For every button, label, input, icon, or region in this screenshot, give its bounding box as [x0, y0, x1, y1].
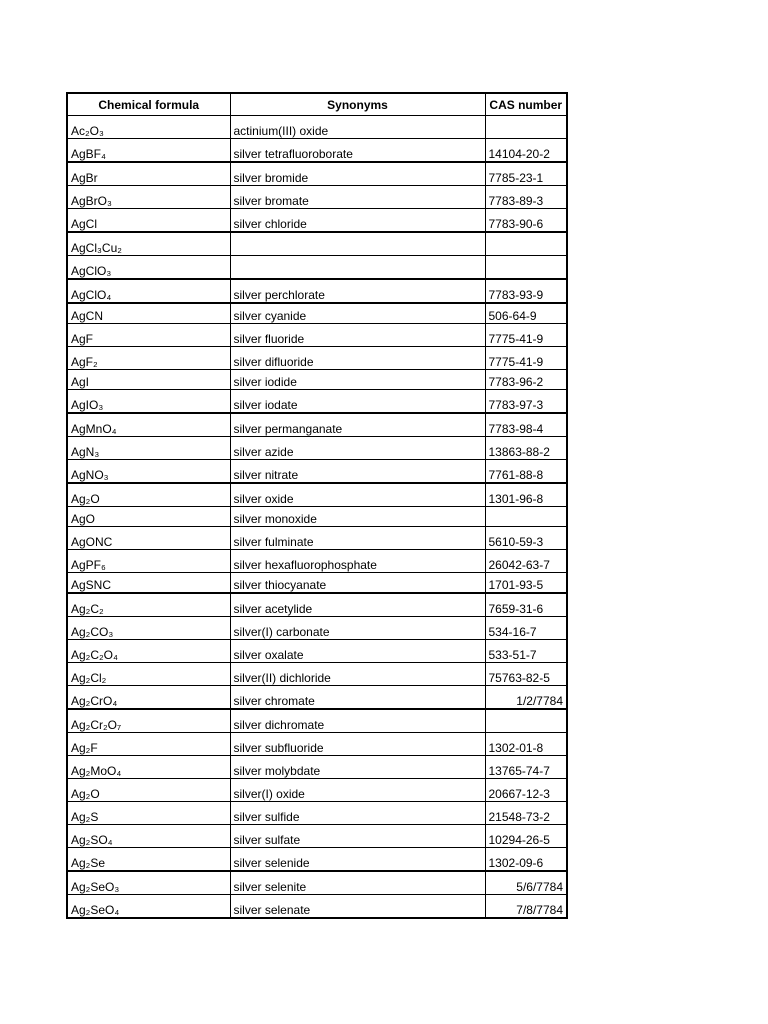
table-row — [67, 779, 567, 802]
cas-cell — [485, 256, 567, 280]
synonym-cell: silver sulfate — [230, 825, 485, 848]
cas-cell: 7659-31-6 — [485, 593, 567, 617]
cas-cell: 7783-90-6 — [485, 209, 567, 233]
cas-cell: 13765-74-7 — [485, 756, 567, 779]
table-row — [67, 186, 567, 209]
cas-cell: 7783-98-4 — [485, 413, 567, 437]
cas-cell — [485, 709, 567, 733]
table-row — [67, 733, 567, 756]
formula-cell: AgONC — [67, 527, 230, 550]
cas-cell: 1302-09-6 — [485, 848, 567, 872]
table-row — [67, 347, 567, 370]
formula-cell: Ag₂SeO₄ — [67, 895, 230, 919]
table-row — [67, 802, 567, 825]
cas-cell: 1/2/7784 — [485, 686, 567, 710]
cas-cell: 5610-59-3 — [485, 527, 567, 550]
synonym-cell — [230, 256, 485, 280]
cas-cell: 14104-20-2 — [485, 139, 567, 163]
synonym-cell: silver chloride — [230, 209, 485, 233]
cas-cell: 506-64-9 — [485, 303, 567, 324]
table-row — [67, 162, 567, 186]
formula-cell: Ag₂SeO₃ — [67, 871, 230, 895]
table-row — [67, 460, 567, 484]
cas-cell: 10294-26-5 — [485, 825, 567, 848]
table-row — [67, 527, 567, 550]
synonym-cell — [230, 232, 485, 256]
synonym-cell: silver bromate — [230, 186, 485, 209]
formula-cell: AgI — [67, 370, 230, 390]
table-row — [67, 279, 567, 303]
cas-cell: 7/8/7784 — [485, 895, 567, 919]
table-row — [67, 324, 567, 347]
table-row — [67, 871, 567, 895]
formula-cell: Ag₂S — [67, 802, 230, 825]
table-row — [67, 663, 567, 686]
cas-cell: 533-51-7 — [485, 640, 567, 663]
synonym-cell: silver monoxide — [230, 507, 485, 527]
table-row — [67, 848, 567, 872]
synonym-cell: silver nitrate — [230, 460, 485, 484]
formula-cell: Ag₂SO₄ — [67, 825, 230, 848]
table-row — [67, 303, 567, 324]
table-row — [67, 413, 567, 437]
synonym-cell: silver dichromate — [230, 709, 485, 733]
table-row — [67, 617, 567, 640]
header-cas: CAS number — [485, 93, 567, 116]
cas-cell: 13863-88-2 — [485, 437, 567, 460]
formula-cell: Ac₂O₃ — [67, 116, 230, 139]
formula-cell: AgClO₃ — [67, 256, 230, 280]
cas-cell: 7761-88-8 — [485, 460, 567, 484]
cas-cell: 7775-41-9 — [485, 347, 567, 370]
table-row — [67, 507, 567, 527]
synonym-cell: silver hexafluorophosphate — [230, 550, 485, 573]
table-row — [67, 895, 567, 919]
synonym-cell: silver difluoride — [230, 347, 485, 370]
synonym-cell: silver bromide — [230, 162, 485, 186]
cas-cell: 1302-01-8 — [485, 733, 567, 756]
cas-cell — [485, 507, 567, 527]
synonym-cell: silver azide — [230, 437, 485, 460]
cas-cell: 26042-63-7 — [485, 550, 567, 573]
cas-cell — [485, 232, 567, 256]
synonym-cell: silver(I) carbonate — [230, 617, 485, 640]
formula-cell: Ag₂O — [67, 779, 230, 802]
formula-cell: Ag₂Cl₂ — [67, 663, 230, 686]
cas-cell: 20667-12-3 — [485, 779, 567, 802]
table-row — [67, 825, 567, 848]
synonym-cell: silver(I) oxide — [230, 779, 485, 802]
formula-cell: AgMnO₄ — [67, 413, 230, 437]
synonym-cell: silver chromate — [230, 686, 485, 710]
formula-cell: AgIO₃ — [67, 390, 230, 414]
formula-cell: AgCl — [67, 209, 230, 233]
table-row — [67, 139, 567, 163]
cas-cell: 21548-73-2 — [485, 802, 567, 825]
synonym-cell: silver selenide — [230, 848, 485, 872]
formula-cell: AgN₃ — [67, 437, 230, 460]
table-row — [67, 686, 567, 710]
synonym-cell: silver subfluoride — [230, 733, 485, 756]
formula-cell: AgF₂ — [67, 347, 230, 370]
cas-cell: 7775-41-9 — [485, 324, 567, 347]
formula-cell: AgF — [67, 324, 230, 347]
formula-cell: Ag₂O — [67, 483, 230, 507]
table-row — [67, 593, 567, 617]
synonym-cell: silver perchlorate — [230, 279, 485, 303]
formula-cell: Ag₂C₂O₄ — [67, 640, 230, 663]
synonym-cell: silver sulfide — [230, 802, 485, 825]
synonym-cell: silver thiocyanate — [230, 573, 485, 594]
table-row — [67, 437, 567, 460]
synonym-cell: silver selenite — [230, 871, 485, 895]
formula-cell: AgBrO₃ — [67, 186, 230, 209]
formula-cell: Ag₂C₂ — [67, 593, 230, 617]
formula-cell: AgNO₃ — [67, 460, 230, 484]
cas-cell: 534-16-7 — [485, 617, 567, 640]
formula-cell: Ag₂MoO₄ — [67, 756, 230, 779]
synonym-cell: silver iodide — [230, 370, 485, 390]
synonym-cell: silver molybdate — [230, 756, 485, 779]
header-formula: Chemical formula — [67, 93, 230, 116]
synonym-cell: silver oxalate — [230, 640, 485, 663]
table-row — [67, 209, 567, 233]
cas-cell: 7783-89-3 — [485, 186, 567, 209]
synonym-cell: silver oxide — [230, 483, 485, 507]
formula-cell: AgBr — [67, 162, 230, 186]
synonym-cell: silver selenate — [230, 895, 485, 919]
formula-cell: AgO — [67, 507, 230, 527]
table-row — [67, 483, 567, 507]
table-row — [67, 550, 567, 573]
synonym-cell: silver fulminate — [230, 527, 485, 550]
cas-cell: 7783-96-2 — [485, 370, 567, 390]
formula-cell: Ag₂Se — [67, 848, 230, 872]
formula-cell: Ag₂CO₃ — [67, 617, 230, 640]
synonym-cell: silver iodate — [230, 390, 485, 414]
cas-cell: 1701-93-5 — [485, 573, 567, 594]
table-row — [67, 709, 567, 733]
formula-cell: AgPF₆ — [67, 550, 230, 573]
synonym-cell: silver(II) dichloride — [230, 663, 485, 686]
formula-cell: Ag₂Cr₂O₇ — [67, 709, 230, 733]
formula-cell: AgClO₄ — [67, 279, 230, 303]
cas-cell — [485, 116, 567, 139]
cas-cell: 7783-97-3 — [485, 390, 567, 414]
table-row — [67, 756, 567, 779]
synonym-cell: silver fluoride — [230, 324, 485, 347]
cas-cell: 75763-82-5 — [485, 663, 567, 686]
table-row — [67, 256, 567, 280]
table-row — [67, 370, 567, 390]
formula-cell: Ag₂F — [67, 733, 230, 756]
cas-cell: 7785-23-1 — [485, 162, 567, 186]
formula-cell: AgBF₄ — [67, 139, 230, 163]
table-row — [67, 640, 567, 663]
table-row — [67, 116, 567, 139]
table-row — [67, 573, 567, 594]
cas-cell: 5/6/7784 — [485, 871, 567, 895]
formula-cell: AgCl₃Cu₂ — [67, 232, 230, 256]
synonym-cell: silver cyanide — [230, 303, 485, 324]
formula-cell: Ag₂CrO₄ — [67, 686, 230, 710]
formula-cell: AgSNC — [67, 573, 230, 594]
synonym-cell: silver acetylide — [230, 593, 485, 617]
cas-cell: 7783-93-9 — [485, 279, 567, 303]
chemical-table — [66, 92, 568, 919]
table-row — [67, 390, 567, 414]
synonym-cell: silver tetrafluoroborate — [230, 139, 485, 163]
cas-cell: 1301-96-8 — [485, 483, 567, 507]
synonym-cell: actinium(III) oxide — [230, 116, 485, 139]
header-synonyms: Synonyms — [230, 93, 485, 116]
formula-cell: AgCN — [67, 303, 230, 324]
header-row — [67, 93, 567, 116]
table-body — [67, 116, 567, 919]
synonym-cell: silver permanganate — [230, 413, 485, 437]
table-row — [67, 232, 567, 256]
